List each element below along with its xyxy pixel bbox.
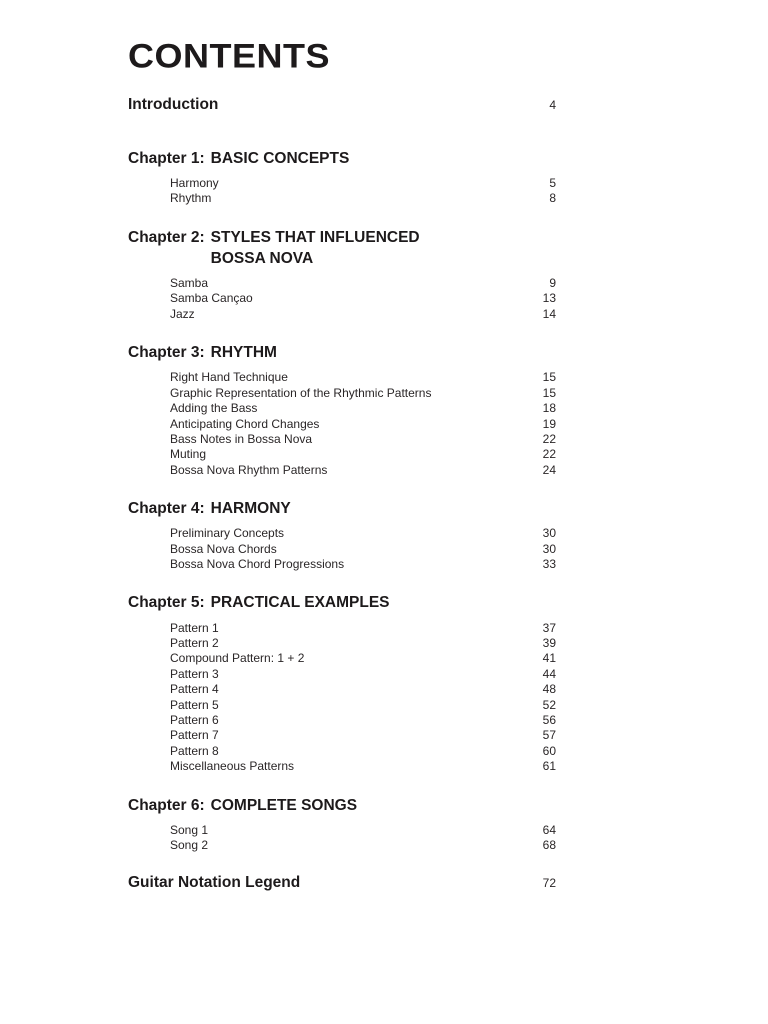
entry-label: Right Hand Technique: [170, 370, 288, 385]
toc-entry: [128, 176, 556, 191]
toc-entry: [128, 557, 556, 572]
chapter-number: Chapter 3:: [128, 344, 205, 362]
entry-page-number: 19: [542, 416, 556, 431]
toc-entry: [128, 667, 556, 682]
chapter-title: [211, 227, 420, 269]
entry-label: Muting: [170, 447, 207, 462]
section-entries: [128, 823, 556, 854]
entry-page-number: 13: [542, 291, 556, 306]
entry-label: Miscellaneous Patterns: [170, 759, 295, 774]
entry-label: Pattern 4: [170, 682, 219, 697]
chapter-heading: [128, 498, 556, 519]
entry-label: Pattern 6: [170, 713, 219, 727]
toc-entry: [128, 713, 556, 728]
toc-entry: [128, 276, 556, 291]
table-of-contents: [128, 96, 556, 892]
toc-section: [128, 342, 556, 478]
entry-page-number: 9: [549, 276, 556, 291]
entry-page-number: 14: [542, 306, 556, 321]
toc-entry: [128, 759, 556, 774]
toc-entry: [128, 432, 556, 447]
toc-section: [128, 227, 556, 322]
entry-label: Bossa Nova Chord Progressions: [170, 557, 345, 572]
chapter-number: Chapter 4:: [128, 500, 205, 518]
entry-page-number: 48: [542, 682, 556, 697]
entry-page-number: 68: [542, 838, 556, 853]
entry-page-number: 61: [542, 759, 556, 774]
toc-entry: [128, 447, 556, 462]
chapter-number: Chapter 5:: [128, 594, 205, 612]
chapter-heading: [128, 148, 556, 169]
entry-page-number: 22: [542, 431, 556, 446]
toc-entry: [128, 651, 556, 666]
toc-section: [128, 592, 556, 774]
standalone-heading: Introduction: [128, 96, 219, 113]
chapter-number: Chapter 2:: [128, 228, 205, 246]
chapter-number: Chapter 6:: [128, 796, 205, 814]
section-entries: [128, 276, 556, 322]
entry-label: Graphic Representation of the Rhythmic Patterns: [170, 385, 432, 400]
entry-label: Pattern 5: [170, 697, 219, 712]
toc-entry: [128, 682, 556, 697]
chapter-title-line: STYLES THAT INFLUENCED: [210, 228, 420, 246]
toc-entry: [128, 463, 556, 478]
toc-entry: [128, 386, 556, 401]
toc-entry: [128, 744, 556, 759]
entry-label: Pattern 7: [170, 728, 219, 743]
entry-label: Bass Notes in Bossa Nova: [170, 431, 313, 446]
toc-section: [128, 795, 556, 854]
entry-label: Song 2: [170, 838, 209, 853]
entry-page-number: 52: [542, 697, 556, 712]
entry-page-number: 15: [542, 370, 556, 385]
entry-label: Pattern 1: [170, 620, 219, 635]
entry-page-number: 56: [542, 713, 556, 727]
chapter-title-line: BOSSA NOVA: [210, 249, 314, 267]
chapter-title: [211, 148, 350, 169]
toc-entry: [128, 401, 556, 416]
standalone-heading: Guitar Notation Legend: [128, 873, 301, 891]
section-entries: [128, 370, 556, 478]
toc-entry: [128, 526, 556, 541]
entry-page-number: 72: [542, 875, 556, 890]
chapter-heading: [128, 795, 556, 816]
chapter-heading: [128, 342, 556, 363]
toc-content: [128, 36, 556, 892]
entry-page-number: 30: [542, 541, 556, 556]
toc-entry: [128, 542, 556, 557]
toc-entry: [128, 291, 556, 306]
entry-page-number: 60: [542, 743, 556, 758]
section-entries: [128, 526, 556, 572]
entry-page-number: 33: [542, 557, 556, 572]
chapter-title: [211, 342, 277, 363]
chapter-heading: [128, 227, 556, 269]
entry-page-number: 44: [542, 666, 556, 681]
entry-label: Pattern 8: [170, 743, 219, 758]
entry-page-number: 5: [549, 176, 556, 191]
entry-page-number: 30: [542, 526, 556, 541]
toc-entry: [128, 838, 556, 853]
toc-standalone-entry: [128, 874, 556, 892]
entry-label: Harmony: [170, 176, 219, 191]
entry-page-number: 15: [542, 385, 556, 400]
entry-page-number: 57: [542, 728, 556, 743]
entry-label: Samba: [170, 276, 209, 291]
toc-entry: [128, 636, 556, 651]
toc-entry: [128, 417, 556, 432]
entry-label: Rhythm: [170, 191, 212, 206]
entry-page-number: 24: [542, 462, 556, 477]
entry-label: Adding the Bass: [170, 401, 258, 416]
entry-label: Compound Pattern: 1 + 2: [170, 651, 305, 666]
entry-page-number: 39: [542, 635, 556, 650]
chapter-title-line: PRACTICAL EXAMPLES: [210, 594, 390, 612]
entry-page-number: 41: [542, 651, 556, 666]
entry-label: Song 1: [170, 822, 209, 837]
chapter-number: Chapter 1:: [128, 150, 205, 167]
toc-section: [128, 148, 556, 207]
entry-page-number: 4: [549, 98, 556, 112]
entry-label: Samba Cançao: [170, 291, 253, 306]
chapter-title-line: HARMONY: [210, 500, 291, 518]
entry-label: Anticipating Chord Changes: [170, 416, 320, 431]
toc-standalone-entry: [128, 96, 556, 114]
entry-page-number: 18: [542, 401, 556, 416]
entry-page-number: 64: [542, 822, 556, 837]
toc-entry: [128, 728, 556, 743]
chapter-heading: [128, 592, 556, 613]
chapter-title-line: BASIC CONCEPTS: [210, 150, 350, 167]
entry-page-number: 22: [542, 447, 556, 462]
toc-entry: [128, 191, 556, 206]
entry-label: Pattern 2: [170, 635, 219, 650]
entry-label: Preliminary Concepts: [170, 526, 285, 541]
toc-section: [128, 498, 556, 572]
section-entries: [128, 621, 556, 775]
chapter-title-line: RHYTHM: [210, 344, 277, 362]
entry-page-number: 37: [542, 620, 556, 635]
entry-page-number: 8: [549, 191, 556, 206]
toc-entry: [128, 823, 556, 838]
entry-label: Jazz: [170, 306, 195, 321]
toc-entry: [128, 621, 556, 636]
section-entries: [128, 176, 556, 207]
toc-entry: [128, 698, 556, 713]
toc-entry: [128, 370, 556, 385]
entry-label: Bossa Nova Chords: [170, 541, 277, 556]
chapter-title: [211, 795, 357, 816]
entry-label: Pattern 3: [170, 666, 219, 681]
chapter-title-line: COMPLETE SONGS: [210, 796, 358, 814]
chapter-title: [211, 498, 291, 519]
toc-entry: [128, 307, 556, 322]
entry-label: Bossa Nova Rhythm Patterns: [170, 462, 328, 477]
page-title: CONTENTS: [128, 36, 330, 76]
chapter-title: [211, 592, 390, 613]
